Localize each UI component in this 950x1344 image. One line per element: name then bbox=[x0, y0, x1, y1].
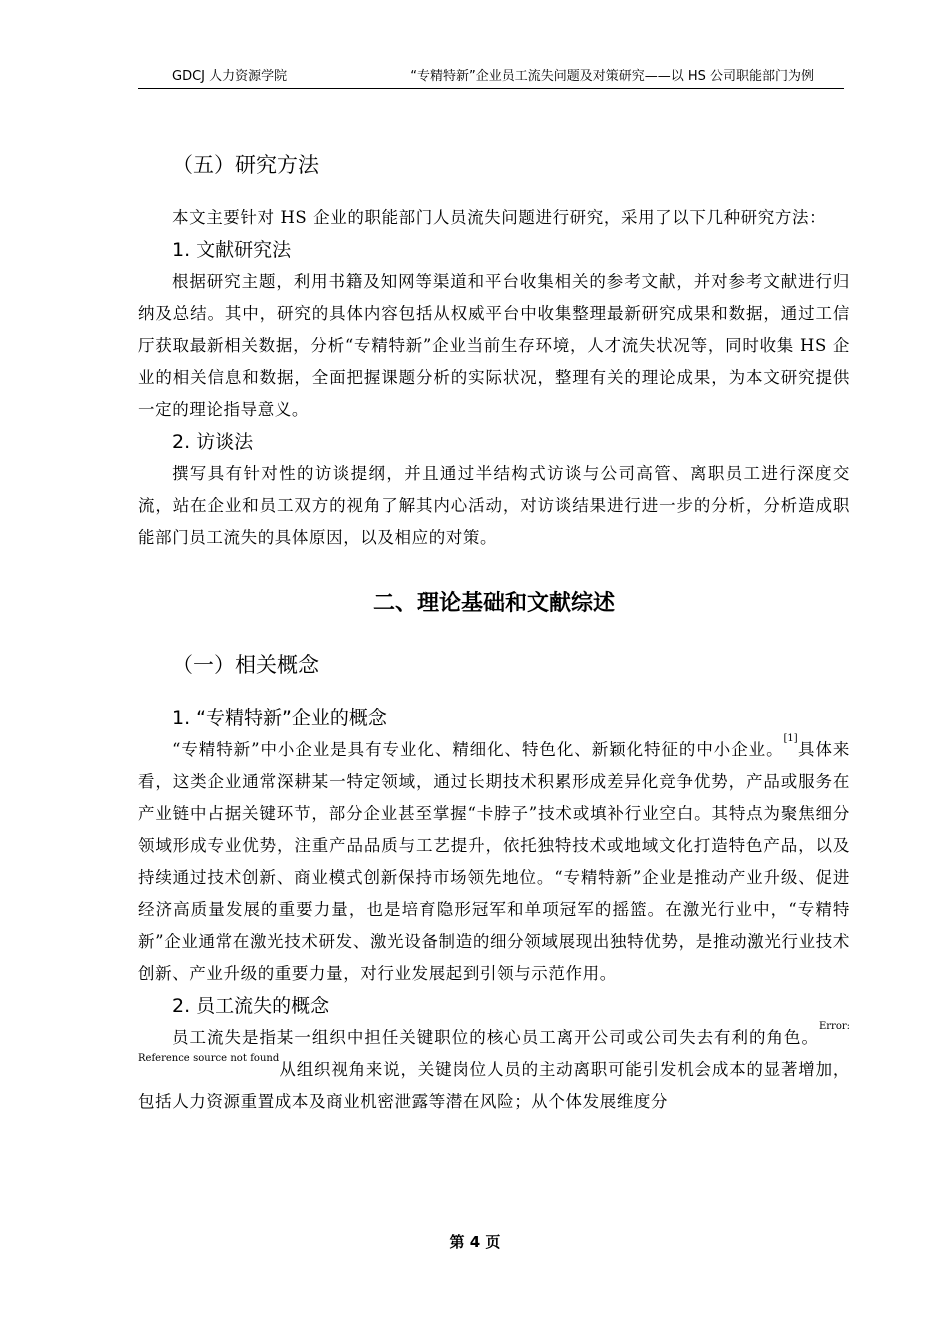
concept-turnover-title: 2. 员工流失的概念 bbox=[172, 995, 330, 1017]
header-institution: GDCJ 人力资源学院 bbox=[172, 69, 288, 84]
method-interview-text: 撰写具有针对性的访谈提纲，并且通过半结构式访谈与公司高管、离职员工进行深度交流，站在企业和员工双方的视角了解其内心活动，对访谈结果进行进一步的分析，分析造成职能部门员工流失的具体原因，以及相应的对策。 bbox=[138, 464, 850, 547]
header-rule bbox=[138, 88, 844, 89]
section-title-research-methods: （五）研究方法 bbox=[172, 153, 319, 177]
concept-turnover-text-b: 从组织视角来说，关键岗位人员的主动离职可能引发机会成本的显著增加，包括人力资源重置成本及商业机密泄露等潜在风险；从个体发展维度分 bbox=[138, 1060, 850, 1111]
concept-zjtx-text bbox=[138, 734, 850, 990]
page-body bbox=[138, 146, 850, 1118]
section-title-concepts: （一）相关概念 bbox=[172, 653, 319, 677]
method-interview-title: 2. 访谈法 bbox=[172, 431, 254, 453]
concept-zjtx-text-b: 具体来看，这类企业通常深耕某一特定领域，通过长期技术积累形成差异化竞争优势，产品或服务在产业链中占据关键环节，部分企业甚至掌握“卡脖子”技术或填补行业空白。其特点为聚焦细分领域形成专业优势，注重产品品质与工艺提升，依托独特技术或地域文化打造特色产品，以及持续通过技术创新、商业模式创新保持市场领先地位。“专精特新”企业是推动产业升级、促进经济高质量发展的重要力量，也是培育隐形冠军和单项冠军的摇篮。在激光行业中，“专精特新”企业通常在激光技术研发、激光设备制造的细分领域展现出独特优势，是推动激光行业技术创新、产业升级的重要力量，对行业发展起到引领与示范作用。 bbox=[138, 740, 850, 983]
concept-zjtx-text-a: “专精特新”中小企业是具有专业化、精细化、特色化、新颖化特征的中小企业。 bbox=[172, 740, 784, 759]
concept-turnover-text-a: 员工流失是指某一组织中担任关键职位的核心员工离开公司或公司失去有利的角色。 bbox=[172, 1028, 819, 1047]
page-number: 第 4 页 bbox=[449, 1233, 501, 1251]
concept-zjtx-title: 1. “专精特新”企业的概念 bbox=[172, 707, 387, 729]
running-header bbox=[172, 68, 814, 90]
research-methods-intro: 本文主要针对 HS 企业的职能部门人员流失问题进行研究，采用了以下几种研究方法： bbox=[172, 208, 827, 227]
chapter-title: 二、理论基础和文献综述 bbox=[372, 591, 615, 616]
method-literature-title: 1. 文献研究法 bbox=[172, 239, 292, 261]
header-paper-title: “专精特新”企业员工流失问题及对策研究——以 HS 公司职能部门为例 bbox=[410, 69, 814, 84]
method-literature-text: 根据研究主题，利用书籍及知网等渠道和平台收集相关的参考文献，并对参考文献进行归纳及总结。其中，研究的具体内容包括从权威平台中收集整理最新研究成果和数据，通过工信厅获取最新相关数据，分析“专精特新”企业当前生存环境，人才流失状况等，同时收集 HS 企业的相关信息和数据，全面把握课题分析的实际状况，整理有关的理论成果，为本文研究提供一定的理论指导意义。 bbox=[138, 272, 850, 419]
concept-turnover-text bbox=[138, 1022, 850, 1118]
citation-ref-1[interactable]: [1] bbox=[783, 733, 798, 744]
citation-error-ref[interactable]: Error: Reference source not found bbox=[138, 1021, 850, 1064]
